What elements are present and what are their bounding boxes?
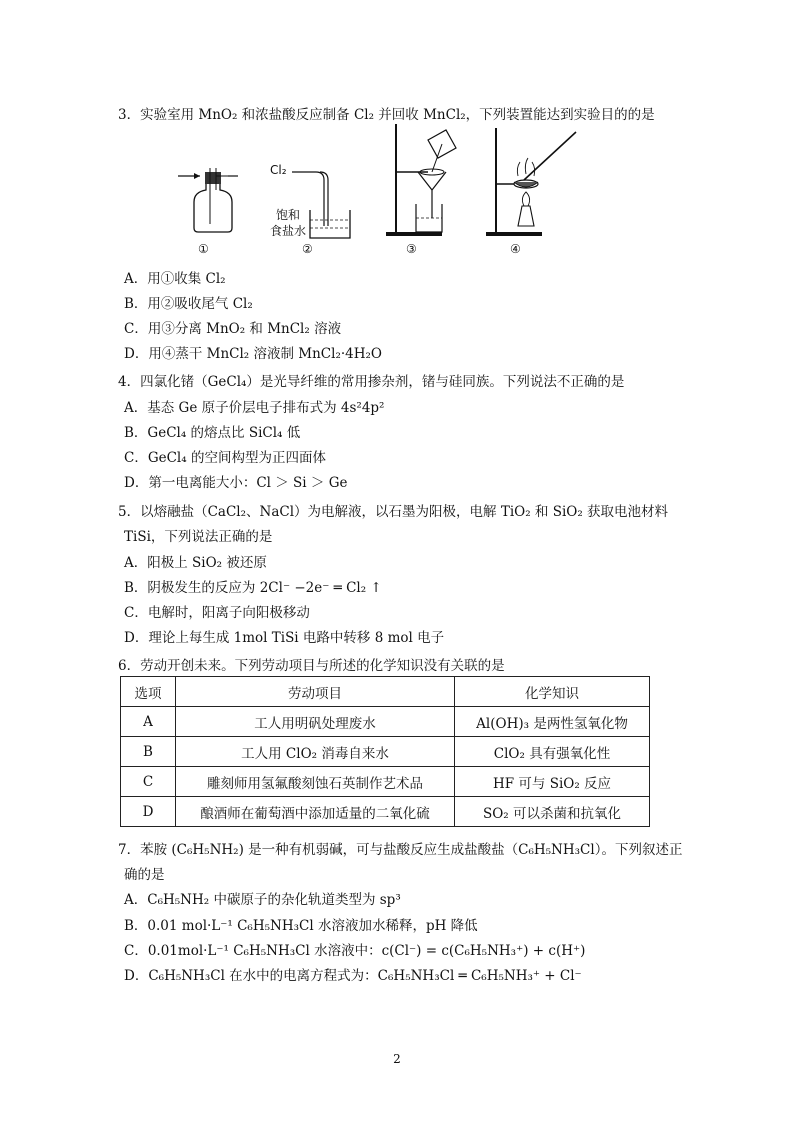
table-row — [121, 707, 650, 737]
table-header: 选项 — [121, 677, 176, 707]
figure-4-label: ④ — [510, 242, 521, 256]
table-cell: Al(OH)₃ 是两性氢氧化物 — [455, 707, 650, 737]
q5-option-b: B．阴极发生的反应为 2Cl⁻ −2e⁻ ═ Cl₂ ↑ — [124, 580, 382, 596]
table-cell: 雕刻师用氢氟酸刻蚀石英制作艺术品 — [176, 767, 455, 797]
q5-stem-line2: TiSi，下列说法正确的是 — [124, 529, 273, 545]
brine-label: 食盐水 — [270, 224, 307, 238]
q4-stem: 4．四氯化锗（GeCl₄）是光导纤维的常用掺杂剂，锗与硅同族。下列说法不正确的是 — [118, 374, 625, 390]
gas-bottle-figure — [170, 128, 240, 240]
table-row — [121, 767, 650, 797]
q4-option-a: A．基态 Ge 原子价层电子排布式为 4s²4p² — [124, 400, 385, 416]
cl2-label: Cl₂ — [270, 163, 287, 177]
table-header: 化学知识 — [455, 677, 650, 707]
q3-option-c: C．用③分离 MnO₂ 和 MnCl₂ 溶液 — [124, 321, 342, 337]
table-cell: C — [121, 767, 176, 797]
q4-option-d: D．第一电离能大小：Cl ＞ Si ＞ Ge — [124, 475, 348, 491]
table-cell: 工人用明矾处理废水 — [176, 707, 455, 737]
table-header: 劳动项目 — [176, 677, 455, 707]
table-cell: ClO₂ 具有强氧化性 — [455, 737, 650, 767]
q4-option-b: B．GeCl₄ 的熔点比 SiCl₄ 低 — [124, 425, 301, 441]
q3-option-a: A．用①收集 Cl₂ — [124, 271, 226, 287]
q3-option-b: B．用②吸收尾气 Cl₂ — [124, 296, 253, 312]
figure-2-label: ② — [302, 242, 313, 256]
q5-option-c: C．电解时，阳离子向阳极移动 — [124, 605, 310, 621]
table-cell: A — [121, 707, 176, 737]
table-row — [121, 797, 650, 827]
table-cell: SO₂ 可以杀菌和抗氧化 — [455, 797, 650, 827]
q6-stem: 6．劳动开创未来。下列劳动项目与所述的化学知识没有关联的是 — [118, 658, 505, 674]
table-cell: D — [121, 797, 176, 827]
table-cell: 酿酒师在葡萄酒中添加适量的二氧化硫 — [176, 797, 455, 827]
q7-option-b: B．0.01 mol·L⁻¹ C₆H₅NH₃Cl 水溶液加水稀释，pH 降低 — [124, 918, 478, 934]
q7-option-c: C．0.01mol·L⁻¹ C₆H₅NH₃Cl 水溶液中：c(Cl⁻) = c(C₆H₅NH₃⁺) + c(H⁺) — [124, 943, 586, 959]
table-cell: B — [121, 737, 176, 767]
q7-option-a: A．C₆H₅NH₂ 中碳原子的杂化轨道类型为 sp³ — [124, 892, 401, 908]
q3-stem: 3．实验室用 MnO₂ 和浓盐酸反应制备 Cl₂ 并回收 MnCl₂，下列装置能达到实验目的的是 — [118, 107, 655, 123]
q4-option-c: C．GeCl₄ 的空间构型为正四面体 — [124, 450, 326, 466]
table-cell: HF 可与 SiO₂ 反应 — [455, 767, 650, 797]
figure-1-label: ① — [198, 242, 209, 256]
figure-3-label: ③ — [406, 242, 417, 256]
q5-option-a: A．阳极上 SiO₂ 被还原 — [124, 555, 267, 571]
q5-option-d: D．理论上每生成 1mol TiSi 电路中转移 8 mol 电子 — [124, 630, 445, 646]
filtration-figure — [384, 122, 464, 240]
table-cell: 工人用 ClO₂ 消毒自来水 — [176, 737, 455, 767]
q7-stem-line1: 7．苯胺 (C₆H₅NH₂) 是一种有机弱碱，可与盐酸反应生成盐酸盐（C₆H₅NH₃Cl）。下列叙述正 — [118, 842, 683, 858]
q7-option-d: D．C₆H₅NH₃Cl 在水中的电离方程式为：C₆H₅NH₃Cl ═ C₆H₅NH₃⁺ + Cl⁻ — [124, 968, 582, 984]
q6-table — [120, 676, 650, 827]
table-header-row — [121, 677, 650, 707]
evaporation-figure — [484, 122, 584, 240]
q3-option-d: D．用④蒸干 MnCl₂ 溶液制 MnCl₂·4H₂O — [124, 346, 382, 362]
q5-stem-line1: 5．以熔融盐（CaCl₂、NaCl）为电解液，以石墨为阳极，电解 TiO₂ 和 SiO₂ 获取电池材料 — [118, 504, 669, 520]
table-row — [121, 737, 650, 767]
saturated-label: 饱和 — [276, 208, 301, 222]
q7-stem-line2: 确的是 — [124, 867, 165, 883]
page-number: 2 — [393, 1052, 401, 1066]
